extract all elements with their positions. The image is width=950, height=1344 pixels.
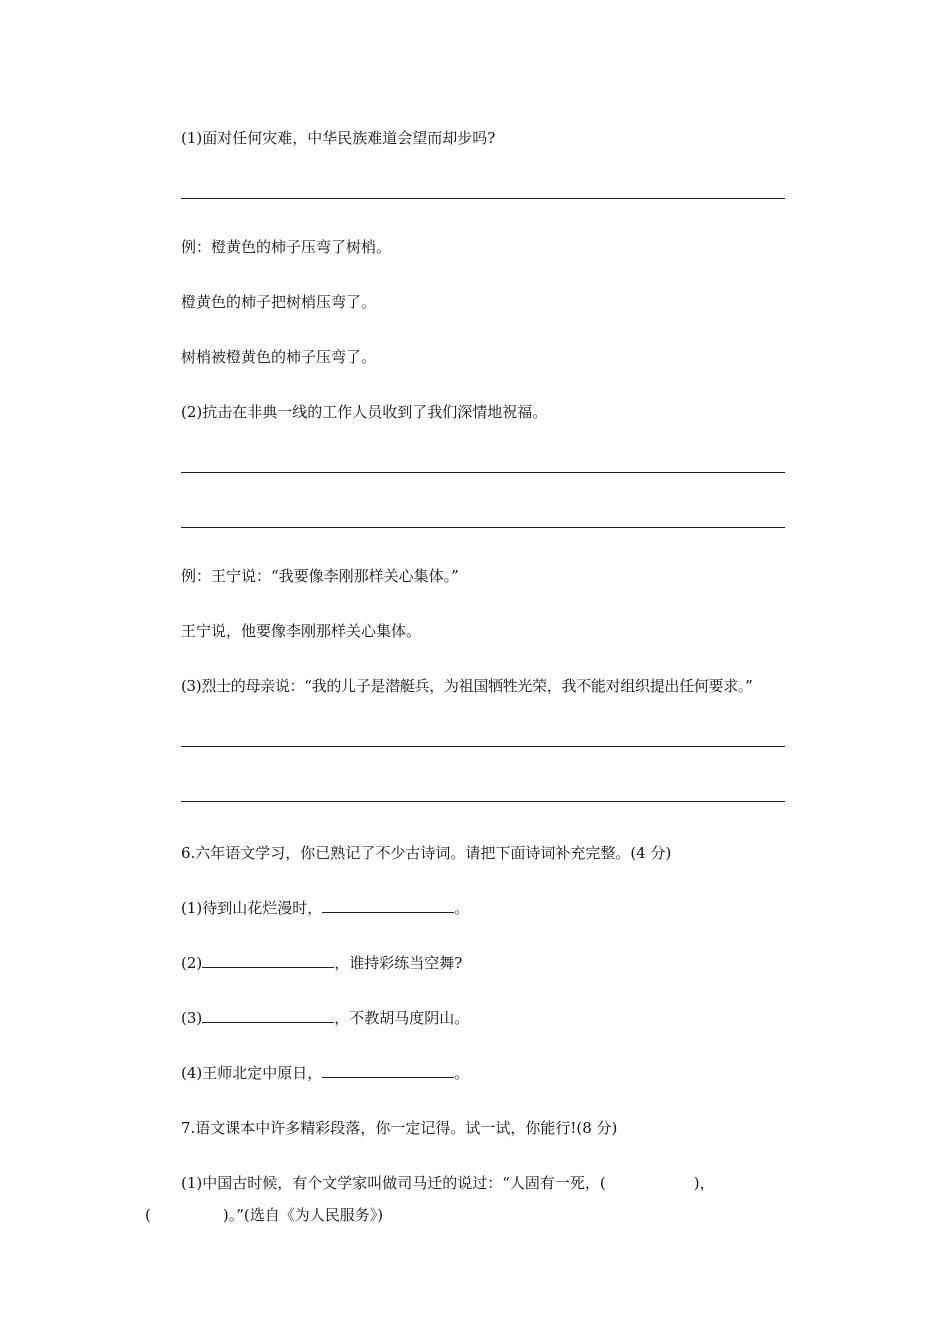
q6-poem-2-prefix: (2) [181,954,203,972]
q5-example-bei: 树梢被橙黄色的柿子压弯了。 [181,348,377,366]
q7-title: 7.语文课本中许多精彩段落，你一定记得。试一试，你能行!(8 分) [181,1119,618,1137]
q4-item-1: (1)面对任何灾难，中华民族难道会望而却步吗? [181,129,496,147]
q5-item-3: (3)烈士的母亲说：“我的儿子是潜艇兵，为祖国牺牲光荣，我不能对组织提出任何要求。” [181,677,753,695]
fill-blank[interactable] [322,898,454,913]
q6-title: 6.六年语文学习，你已熟记了不少古诗词。请把下面诗词补充完整。(4 分) [181,844,672,862]
answer-line[interactable] [181,746,785,747]
q7-item-1-line-1 [181,1173,715,1193]
q6-poem-3-suffix: ，不教胡马度阴山。 [334,1009,470,1027]
q6-poem-1 [181,898,469,918]
q5-example-2: 例：王宁说：“我要像李刚那样关心集体。” [181,567,459,585]
answer-line[interactable] [181,472,785,473]
q6-poem-3-prefix: (3) [181,1009,203,1027]
q7-item-1-prefix: (1)中国古时候，有个文学家叫做司马迁的说过：“人固有一死，( [181,1174,606,1192]
q6-poem-2 [181,953,462,973]
fill-blank[interactable] [322,1063,454,1078]
q6-poem-3 [181,1008,469,1028]
q7-item-1-line-2 [145,1205,383,1225]
q6-poem-4 [181,1063,469,1083]
q5-example-2-result: 王宁说，他要像李刚那样关心集体。 [181,622,422,640]
q7-item-1-suffix: )， [693,1174,715,1192]
q6-poem-1-suffix: 。 [454,899,470,917]
q5-example-1: 例：橙黄色的柿子压弯了树梢。 [181,238,392,256]
q7-item-1-line-2-prefix: ( [145,1206,151,1224]
q6-poem-4-prefix: (4)王师北定中原日， [181,1064,323,1082]
q6-poem-4-suffix: 。 [454,1064,470,1082]
fill-blank[interactable] [202,953,334,968]
q6-poem-2-suffix: ，谁持彩练当空舞? [334,954,463,972]
fill-blank[interactable] [202,1008,334,1023]
q7-item-1-line-2-suffix: )。”(选自《为人民服务》) [222,1206,384,1224]
q6-poem-1-prefix: (1)待到山花烂漫时， [181,899,323,917]
q5-item-2: (2)抗击在非典一线的工作人员收到了我们深情地祝福。 [181,403,548,421]
answer-line[interactable] [181,801,785,802]
q5-example-ba: 橙黄色的柿子把树梢压弯了。 [181,293,377,311]
answer-line[interactable] [181,527,785,528]
answer-line[interactable] [181,198,785,199]
